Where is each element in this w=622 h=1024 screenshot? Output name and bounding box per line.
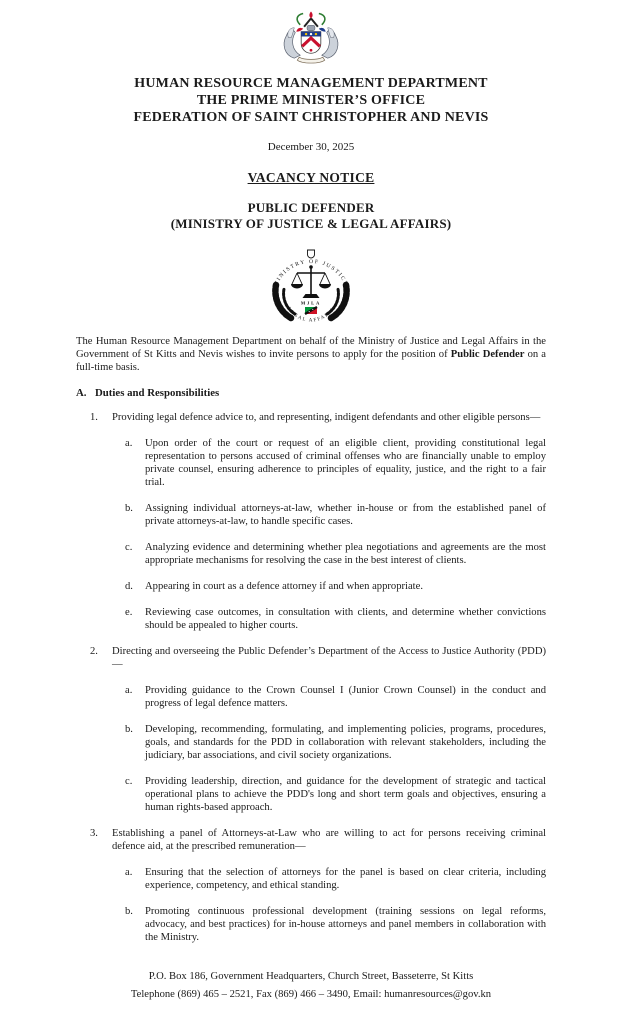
intro-paragraph [76, 335, 546, 374]
footer-contact: Telephone (869) 465 – 2521, Fax (869) 466 – 3490, Email: humanresources@gov.kn [130, 989, 492, 1000]
st-kitts-flag-icon [305, 307, 317, 314]
duty-item-1c-letter: c. [125, 542, 133, 553]
duty-item-2-text: Directing and overseeing the Public Defender’s Department of the Access to Justice Authority (PDD)— [112, 646, 546, 670]
intro-position-bold: Public Defender [450, 349, 525, 360]
duty-item-1e [125, 606, 546, 632]
duty-item-3a-text: Ensuring that the selection of attorneys for the panel is based on clear criteria, including experience, competency, and ethical standing. [145, 867, 546, 891]
coat-of-arms-image [0, 0, 622, 68]
duty-item-1a-text: Upon order of the court or request of an eligible client, providing constitutional legal representation to persons accused of criminal offenses who are financially unable to employ private counsel, ensuring adherence to principles of equality, justice, and the right to a fair trial. [145, 438, 546, 488]
intro-text-after: on a full-time basis. [76, 349, 547, 373]
document-date: December 30, 2025 [267, 141, 355, 153]
scales-of-justice-icon [291, 265, 331, 298]
duty-item-1a [125, 437, 546, 489]
duty-item-2b-letter: b. [125, 724, 133, 735]
pelican-supporter-left-icon [284, 28, 300, 58]
duty-item-3b-letter: b. [125, 906, 133, 917]
duty-item-2c [125, 775, 546, 814]
pelican-supporter-right-icon [322, 28, 338, 58]
duty-item-2a-letter: a. [125, 685, 133, 696]
duty-item-2b-text: Developing, recommending, formulating, and implementing policies, programs, procedures, goals, and standards for the PDD in collaboration with relevant stakeholders, including the judiciary, bar associations, and civil society organizations. [145, 724, 546, 761]
document-body [76, 335, 546, 944]
section-a-title: Duties and Responsibilities [95, 387, 220, 399]
seal-bottom-text: LEGAL AFFAIRS [285, 306, 337, 324]
footer-address: P.O. Box 186, Government Headquarters, Church Street, Basseterre, St Kitts [148, 971, 474, 982]
duty-item-1c [125, 541, 546, 567]
duty-item-1-text: Providing legal defence advice to, and representing, indigent defendants and other eligible persons— [112, 412, 541, 423]
seal-crest-icon [308, 250, 315, 258]
section-a-heading [76, 387, 546, 400]
vacancy-notice-title: VACANCY NOTICE [247, 170, 375, 185]
duty-item-2b [125, 723, 546, 762]
duty-item-2c-letter: c. [125, 776, 133, 787]
duty-item-1d [125, 580, 546, 593]
duty-item-3b [125, 905, 546, 944]
duty-item-2a [125, 684, 546, 710]
duty-item-1b [125, 502, 546, 528]
document-footer [0, 968, 622, 1004]
duty-item-1-number: 1. [90, 412, 98, 423]
coat-of-arms-icon [279, 11, 343, 68]
duty-item-1e-text: Reviewing case outcomes, in consultation with clients, and determine whether convictions should be appealed to higher courts. [145, 607, 546, 631]
letterhead [0, 75, 622, 126]
duty-item-3-text: Establishing a panel of Attorneys-at-Law who are willing to act for persons receiving criminal defence aid, at the prescribed remuneration— [112, 828, 546, 852]
duty-item-2-number: 2. [90, 646, 98, 657]
letterhead-office: THE PRIME MINISTER’S OFFICE [196, 93, 426, 108]
seal-top-text: MINISTRY OF JUSTICE [272, 258, 350, 288]
duty-item-1c-text: Analyzing evidence and determining whether plea negotiations and agreements are the most appropriate mechanisms for resolving the case in the best interest of clients. [145, 542, 546, 566]
duty-item-1a-letter: a. [125, 438, 133, 449]
intro-text-before: The Human Resource Management Department on behalf of the Ministry of Justice and Legal Affairs in the Government of St Kitts and Nevis wishes to invite persons to apply for the position of [76, 336, 546, 360]
ministry-title: (MINISTRY OF JUSTICE & LEGAL AFFAIRS) [170, 216, 452, 231]
duty-item-3 [90, 827, 546, 853]
duty-item-2c-text: Providing leadership, direction, and guidance for the development of strategic and tactical operational plans to achieve the PDD's long and short term goals and objectives, ensuring a human rights-based approach. [145, 776, 546, 813]
duty-item-1 [90, 411, 546, 424]
duty-item-3-number: 3. [90, 828, 98, 839]
letterhead-federation: FEDERATION OF SAINT CHRISTOPHER AND NEVIS [133, 110, 489, 125]
duty-item-2a-text: Providing guidance to the Crown Counsel I (Junior Crown Counsel) in the conduct and progress of legal defence matters. [145, 685, 546, 709]
seal-center-label: MJLA [300, 300, 322, 306]
position-block [0, 200, 622, 232]
duty-item-1e-letter: e. [125, 607, 133, 618]
shield-icon [301, 32, 321, 54]
ministry-seal-icon [259, 248, 363, 326]
duty-item-1b-letter: b. [125, 503, 133, 514]
duty-item-2 [90, 645, 546, 671]
duty-item-3b-text: Promoting continuous professional development (training sessions on legal reforms, advocacy, and best practices) for in-house attorneys and panel members in collaboration with the Ministry. [145, 906, 546, 943]
duty-item-3a [125, 866, 546, 892]
duty-item-1b-text: Assigning individual attorneys-at-law, whether in-house or from the established panel of private attorneys-at-law, to handle specific cases. [145, 503, 546, 527]
duty-item-1d-letter: d. [125, 581, 133, 592]
duty-item-3a-letter: a. [125, 867, 133, 878]
section-a-label: A. [76, 387, 87, 399]
position-title: PUBLIC DEFENDER [247, 200, 375, 215]
letterhead-department: HUMAN RESOURCE MANAGEMENT DEPARTMENT [134, 76, 488, 91]
ministry-seal-image [0, 248, 622, 326]
duty-item-1d-text: Appearing in court as a defence attorney if and when appropriate. [145, 581, 423, 592]
